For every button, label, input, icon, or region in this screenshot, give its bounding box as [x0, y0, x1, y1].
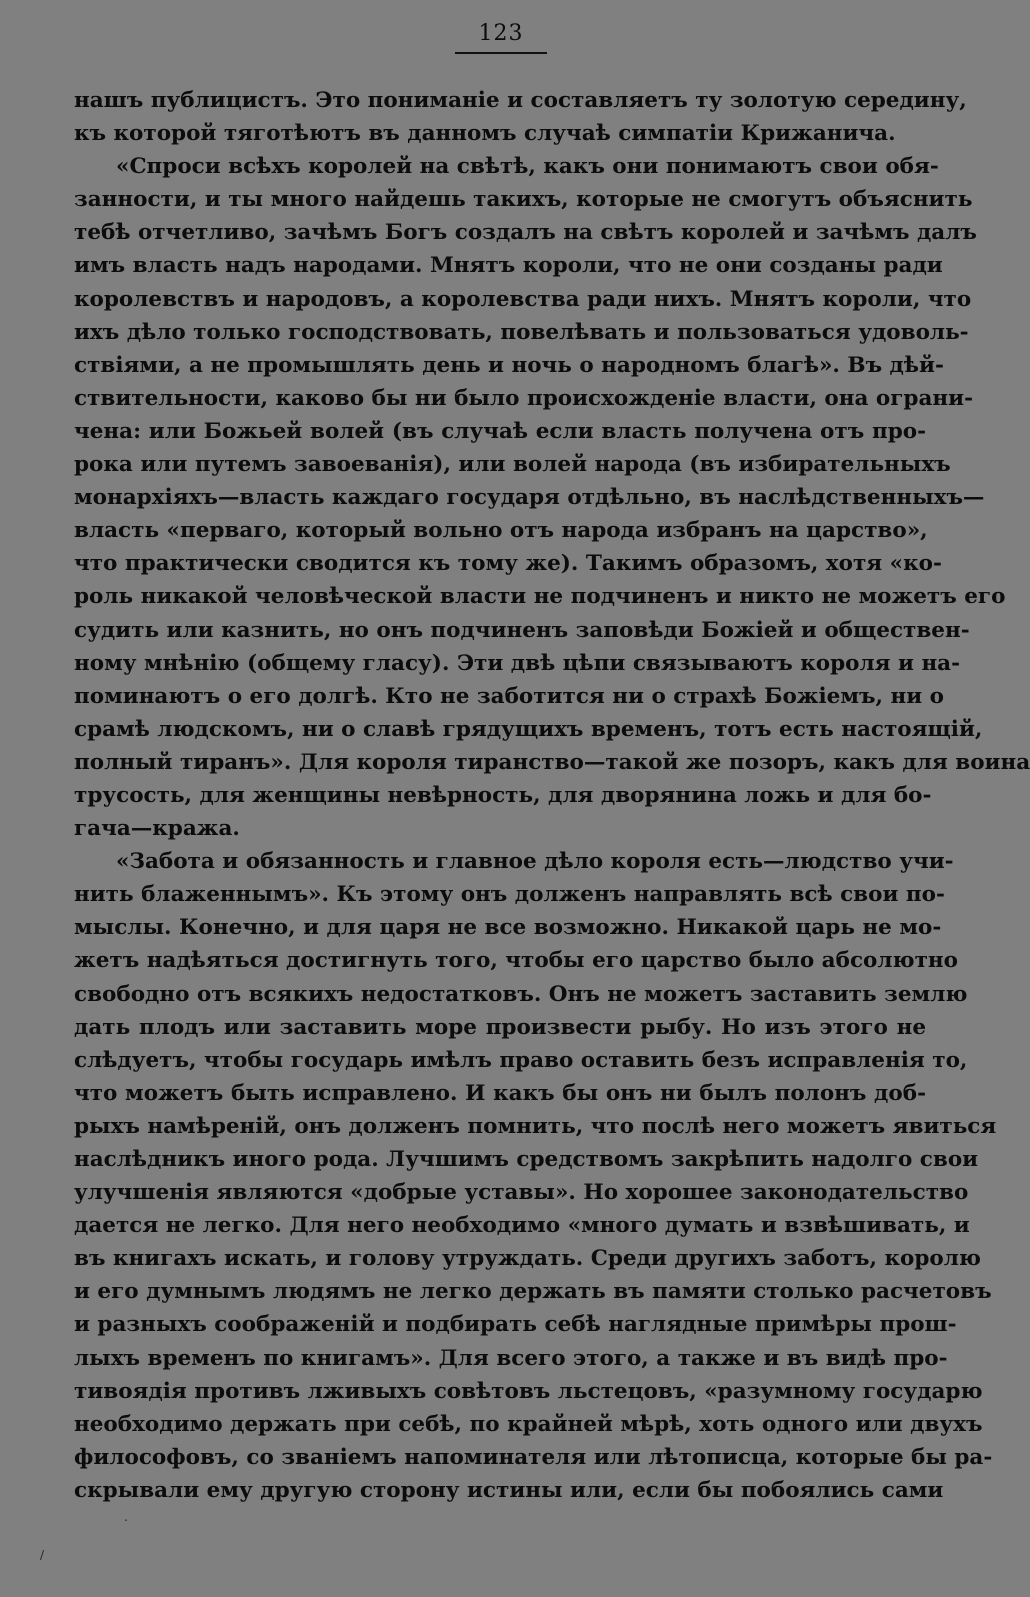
- text-line: въ книгахъ искать, и голову утруждать. Среди другихъ заботъ, королю: [74, 1246, 981, 1272]
- text-line: полный тиранъ». Для короля тиранство—такой же позоръ, какъ для воина: [74, 749, 1030, 775]
- text-line: чена: или Божьей волей (въ случаѣ если власть получена отъ про-: [74, 418, 926, 444]
- text-line: власть «перваго, который вольно отъ народа избранъ на царство»,: [74, 518, 928, 544]
- text-line: рока или путемъ завоеванія), или волей народа (въ избирательныхъ: [74, 452, 951, 478]
- text-line: дается не легко. Для него необходимо «много думать и взвѣшивать, и: [74, 1213, 970, 1239]
- text-line: ному мнѣнію (общему гласу). Эти двѣ цѣпи связываютъ короля и на-: [74, 650, 961, 676]
- text-line: наслѣдникъ иного рода. Лучшимъ средствомъ закрѣпить надолго свои: [74, 1147, 979, 1172]
- text-line: скрывали ему другую сторону истины или, если бы побоялись сами: [74, 1477, 944, 1503]
- text-line: ихъ дѣло только господствовать, повелѣвать и пользоваться удоволь-: [74, 319, 969, 345]
- text-line: ствительности, каково бы ни было происхожденіе власти, она ограни-: [74, 385, 974, 411]
- page-number: 123: [478, 21, 524, 46]
- text-line: къ которой тяготѣютъ въ данномъ случаѣ симпатіи Крижанича.: [74, 121, 896, 147]
- text-line: монархіяхъ—власть каждаго государя отдѣльно, въ наслѣдственныхъ—: [74, 485, 985, 511]
- text-line: мыслы. Конечно, и для царя не все возможно. Никакой царь не мо-: [74, 915, 942, 941]
- text-line: королевствъ и народовъ, а королевства ради нихъ. Мнятъ короли, что: [74, 286, 972, 312]
- text-line: необходимо держать при себѣ, по крайней мѣрѣ, хоть одного или двухъ: [74, 1411, 983, 1437]
- text-line: нашъ публицистъ. Это пониманіе и составляетъ ту золотую середину,: [74, 88, 967, 113]
- text-line: трусость, для женщины невѣрность, для дворянина ложь и для бо-: [74, 782, 932, 808]
- text-line: что практически сводится къ тому же). Такимъ образомъ, хотя «ко-: [74, 551, 942, 577]
- text-line: роль никакой человѣческой власти не подчиненъ и никто не можетъ его: [74, 584, 1006, 610]
- text-line: «Забота и обязанность и главное дѣло короля есть—людство учи-: [116, 849, 954, 875]
- text-line: философовъ, со званіемъ напоминателя или лѣтописца, которые бы ра-: [74, 1444, 993, 1470]
- text-line: гача—кража.: [74, 816, 240, 842]
- text-line: что можетъ быть исправлено. И какъ бы онъ ни былъ полонъ доб-: [74, 1080, 926, 1106]
- text-line: дать плодъ или заставить море произвести рыбу. Но изъ этого не: [74, 1014, 926, 1040]
- text-line: рыхъ намѣреній, онъ долженъ помнить, что послѣ него можетъ явиться: [74, 1113, 997, 1139]
- text-line: лыхъ временъ по книгамъ». Для всего этого, а также и въ видѣ про-: [74, 1345, 948, 1371]
- text-line: занности, и ты много найдешь такихъ, которые не смогутъ объяснить: [74, 187, 973, 213]
- text-line: и разныхъ соображеній и подбирать себѣ наглядные примѣры прош-: [74, 1312, 957, 1338]
- text-line: и его думнымъ людямъ не легко держать въ памяти столько расчетовъ: [74, 1279, 992, 1305]
- text-line: судить или казнить, но онъ подчиненъ заповѣди Божіей и обществен-: [74, 617, 970, 643]
- scan-speck: .: [124, 1510, 128, 1524]
- text-line: ствіями, а не промышлять день и ночь о народномъ благѣ». Въ дѣй-: [74, 352, 944, 378]
- text-line: тебѣ отчетливо, зачѣмъ Богъ создалъ на свѣтъ королей и зачѣмъ далъ: [74, 220, 977, 246]
- scan-speck: /: [40, 1548, 45, 1562]
- text-line: свободно отъ всякихъ недостатковъ. Онъ не можетъ заставить землю: [74, 981, 968, 1007]
- text-line: «Спроси всѣхъ королей на свѣтѣ, какъ они понимаютъ свои обя-: [116, 154, 939, 180]
- text-line: жетъ надѣяться достигнуть того, чтобы его царство было абсолютно: [74, 948, 958, 974]
- text-line: улучшенія являются «добрые уставы». Но хорошее законодательство: [74, 1180, 969, 1206]
- body-text: [74, 84, 1030, 1507]
- text-line: слѣдуетъ, чтобы государь имѣлъ право оставить безъ исправленія то,: [74, 1047, 968, 1073]
- text-line: срамѣ людскомъ, ни о славѣ грядущихъ временъ, тотъ есть настоящій,: [74, 716, 983, 742]
- text-line: поминаютъ о его долгѣ. Кто не заботится ни о страхѣ Божіемъ, ни о: [74, 683, 945, 709]
- text-line: тивоядія противъ лживыхъ совѣтовъ льстецовъ, «разумному государю: [74, 1378, 983, 1404]
- header-rule: [455, 52, 547, 54]
- text-line: нить блаженнымъ». Къ этому онъ долженъ направлять всѣ свои по-: [74, 882, 945, 908]
- text-line: имъ власть надъ народами. Мнятъ короли, что не они созданы ради: [74, 253, 943, 279]
